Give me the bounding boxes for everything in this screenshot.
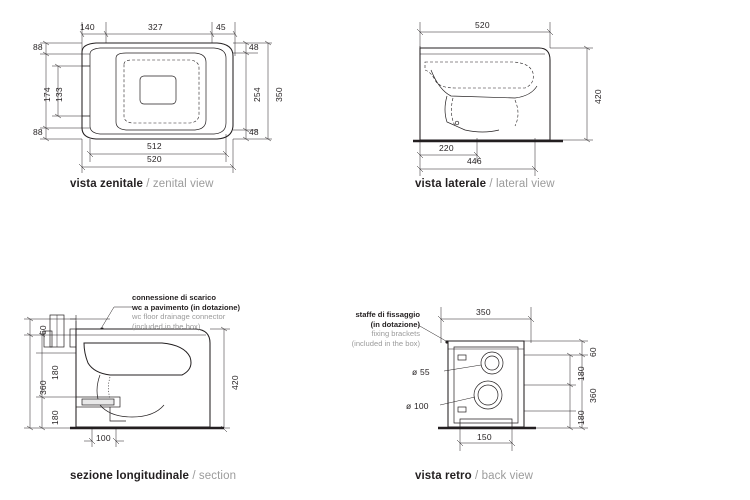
lateral-drawing: [395, 10, 725, 190]
back-dim-350: 350: [476, 307, 491, 317]
lateral-caption: [415, 178, 555, 190]
zenital-dim-45: 45: [216, 22, 226, 32]
back-dim-150: 150: [477, 432, 492, 442]
zenital-dim-48-top: 48: [249, 42, 259, 52]
zenital-dim-174: 174: [42, 87, 52, 102]
back-dim-180-top: 180: [576, 366, 586, 381]
zenital-caption: [70, 178, 214, 190]
section-dim-180-top: 180: [50, 365, 60, 380]
back-caption-sep: /: [471, 470, 482, 482]
zenital-dim-133: 133: [54, 87, 64, 102]
back-dim-360: 360: [588, 388, 598, 403]
section-caption: [70, 470, 236, 482]
zenital-dim-88-bottom: 88: [33, 127, 43, 137]
zenital-dim-254: 254: [252, 87, 262, 102]
zenital-caption-it: vista zenitale: [70, 178, 143, 190]
section-dim-360: 360: [38, 380, 48, 395]
section-view-panel: [14, 285, 354, 465]
lateral-dim-446: 446: [467, 156, 482, 166]
zenital-dim-520: 520: [147, 154, 162, 164]
back-note: [325, 310, 420, 349]
lateral-dim-420: 420: [593, 89, 603, 104]
zenital-dim-350: 350: [274, 87, 284, 102]
zenital-drawing: [20, 10, 340, 190]
back-dim-hole-100: ø 100: [406, 401, 429, 411]
back-dim-180-bottom: 180: [576, 410, 586, 425]
zenital-view-panel: [20, 10, 340, 190]
section-caption-it: sezione longitudinale: [70, 470, 190, 482]
section-dim-420: 420: [230, 375, 240, 390]
section-dim-180-bottom: 180: [50, 410, 60, 425]
lateral-caption-it: vista laterale: [415, 178, 487, 190]
back-dim-60: 60: [588, 347, 598, 357]
back-note-line4: (included in the box): [351, 339, 420, 349]
lateral-dim-220: 220: [439, 143, 454, 153]
back-note-line3: fixing brackets: [371, 329, 420, 339]
zenital-caption-en: zenital view: [152, 178, 214, 190]
back-caption-en: back view: [481, 470, 534, 482]
section-caption-en: section: [198, 470, 237, 482]
back-caption: [415, 470, 533, 482]
zenital-dim-140: 140: [80, 22, 95, 32]
zenital-caption-sep: /: [143, 178, 153, 190]
section-note-line4: (included in the box): [132, 322, 201, 332]
section-dim-60: 60: [38, 325, 48, 335]
back-note-line2: (in dotazione): [370, 319, 420, 329]
back-caption-it: vista retro: [415, 470, 472, 482]
section-dim-100: 100: [96, 433, 111, 443]
lateral-caption-sep: /: [486, 178, 496, 190]
section-note: [132, 293, 240, 332]
zenital-dim-48-bottom: 48: [249, 127, 259, 137]
section-caption-sep: /: [189, 470, 199, 482]
lateral-caption-en: lateral view: [495, 178, 555, 190]
section-note-line3: wc floor drainage connector: [132, 312, 226, 322]
back-note-line1: staffe di fissaggio: [355, 310, 420, 319]
section-note-line2: wc a pavimento (in dotazione): [132, 302, 241, 312]
zenital-dim-512: 512: [147, 141, 162, 151]
zenital-dim-88-top: 88: [33, 42, 43, 52]
lateral-dim-520: 520: [475, 20, 490, 30]
back-dim-hole-55: ø 55: [412, 367, 430, 377]
lateral-view-panel: [395, 10, 725, 190]
section-note-line1: connessione di scarico: [132, 293, 216, 302]
zenital-dim-327: 327: [148, 22, 163, 32]
back-view-panel: [320, 285, 720, 465]
